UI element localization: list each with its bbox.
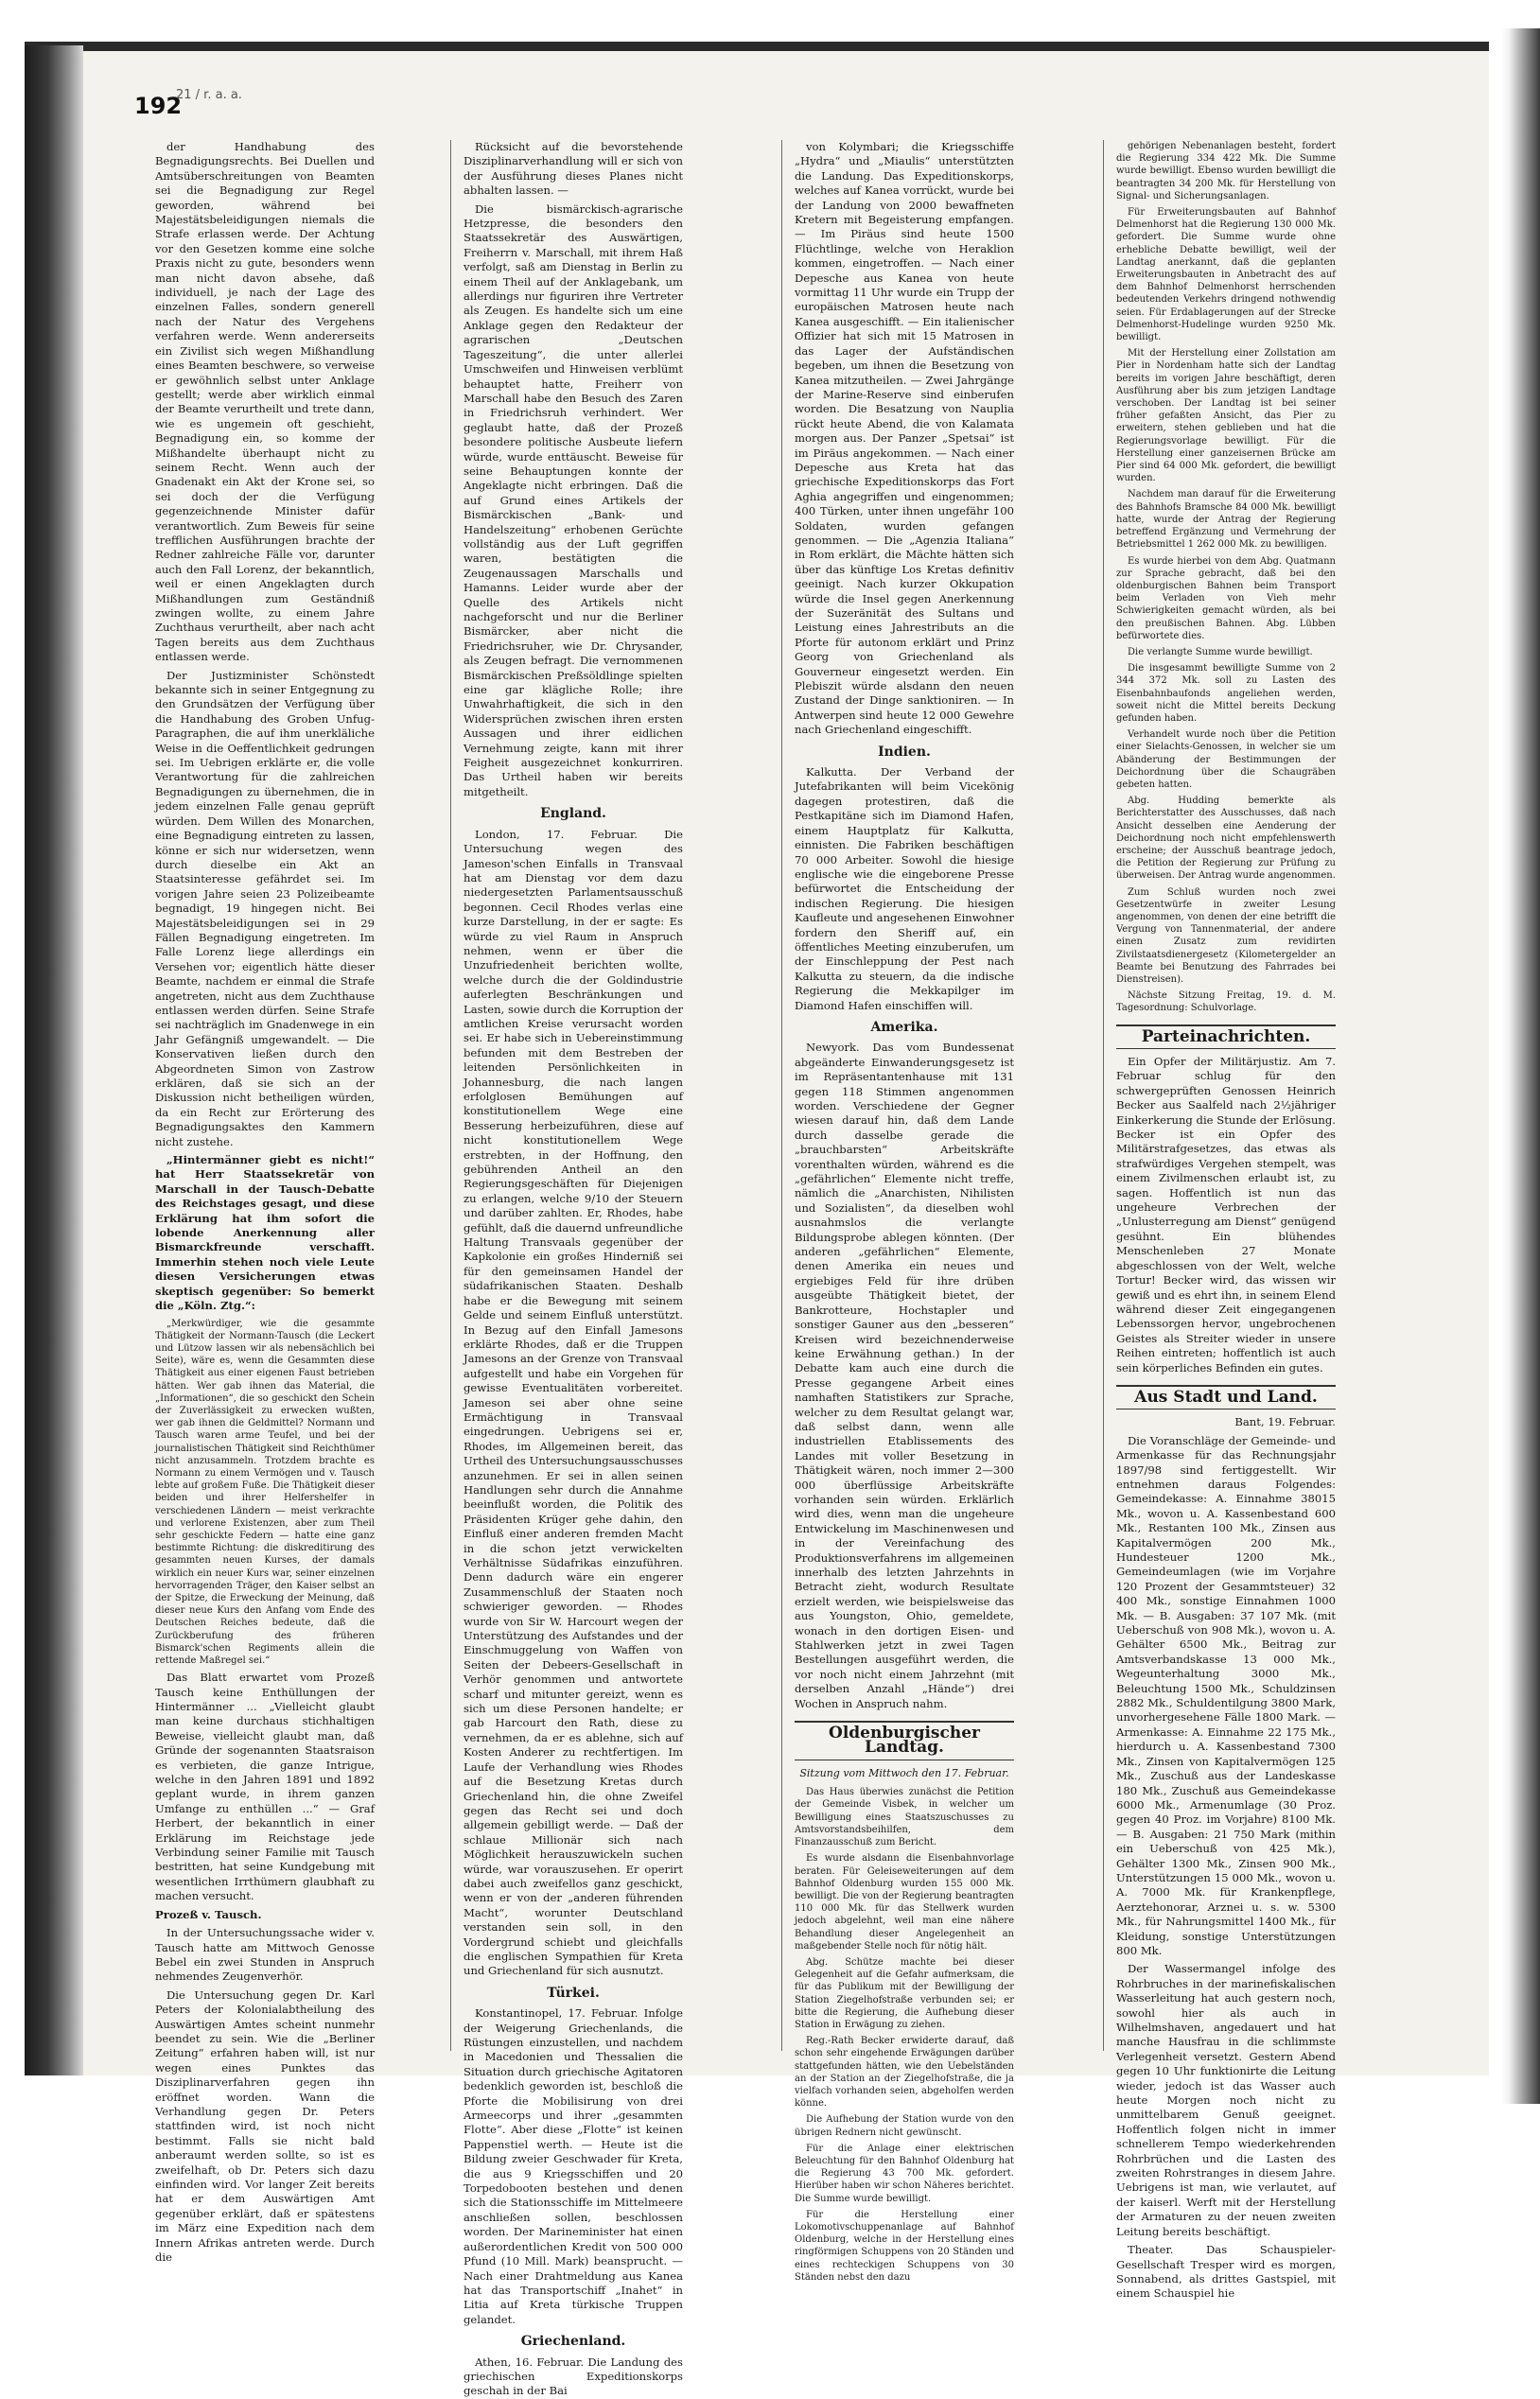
page-number: 192 xyxy=(134,93,183,119)
paragraph: Konstantinopel, 17. Februar. Infolge der Weigerung Griechenlands, die Rüstungen einzustellen, und nachdem in Macedonien und Thessalien die Situation durch griechische Agitatoren bedenklich geworden ist, beschloß die Pforte die Mobilisirung von drei Armeecorps und ihrer „gesammten Flotte“. Aber diese „Flotte“ ist keinen Pappenstiel werth. — Heute ist die Bildung zweier Geschwader für Kreta, die aus 9 Kriegsschiffen und 20 Torpedobooten bestehen und denen sich die Stationsschiffe im Mittelmeere anschließen sollen, beschlossen worden. Der Marineminister hat einen außerordentlichen Kredit von 500 000 Pfund (10 Mill. Mark) beansprucht. — Nach einer Drahtmeldung aus Kanea hat das Transportschiff „Inahet“ in Litia auf Kreta türkische Truppen gelandet. xyxy=(464,2006,683,2326)
paragraph: Die Untersuchung gegen Dr. Karl Peters der Kolonialabtheilung des Auswärtigen Amtes scheint nunmehr beendet zu sein. Wie die „Berliner Zeitung“ erfahren haben will, ist nur wegen eines Punktes das Disziplinarverfahren gegen ihn eröffnet worden. Wann die Verhandlung gegen Dr. Peters stattfinden wird, ist noch nicht bestimmt. Falls sie nicht bald anberaumt werden sollte, so ist es zweifelhaft, ob Dr. Peters sich dazu einfinden wird. Vor langer Zeit bereits hat er dem Auswärtigen Amt gegenüber erklärt, daß er spätestens im März eine Expedition nach dem Innern Afrikas antreten werde. Durch die xyxy=(155,1987,375,2265)
paragraph: Reg.-Rath Becker erwiderte darauf, daß schon sehr eingehende Erwägungen darüber stattgefunden hätten, wie den Uebelständen an der Station an der Ziegelhofstraße, die ja vielfach vorhanden seien, abgeholfen werden könne. xyxy=(795,2036,1014,2110)
paragraph: London, 17. Februar. Die Untersuchung wegen des Jameson'schen Einfalls in Transvaal hat am Dienstag vor dem dazu niedergesetzten Parlamentsausschuß begonnen. Cecil Rhodes verlas eine kurze Darstellung, in der er sagte: Es würde zu viel Raum in Anspruch nehmen, wenn er über die Unzufriedenheit berichten wollte, welche durch die der Goldindustrie auferlegten Beschränkungen und Lasten, sowie durch die Korruption der amtlichen Kreise verursacht worden sei. Er habe sich in Uebereinstimmung befunden mit dem Bestreben der leitenden Persönlichkeiten in Johannesburg, die nach langen erfolglosen Bemühungen auf konstitutionellem Wege eine Besserung herbeizuführen, diese auf nicht konstitutionellem Wege erstrebten, in der Hoffnung, den gebührenden Antheil an den Regierungsgeschäften für Diejenigen zu erlangen, welche 9/10 der Steuern und darüber zahlten. Er, Rhodes, habe gefühlt, daß die dauernd unfreundliche Haltung Transvaals gegenüber der Kapkolonie ein großes Hinderniß sei für den gemeinsamen Handel der südafrikanischen Staaten. Deshalb habe er die Bewegung mit seinem Gelde und seinem Einfluß unterstützt. In Bezug auf den Einfall Jamesons erklärte Rhodes, daß er die Truppen Jamesons an der Grenze von Transvaal aufgestellt und habe ein Vorgehen für gewisse Eventualitäten vorbereitet. Jameson sei aber ohne seine Ermächtigung in Transvaal eingedrungen. Uebrigens sei er, Rhodes, im Allgemeinen bereit, das Urtheil des Untersuchungsausschusses anzunehmen. Er sei in allen seinen Handlungen sehr durch die Annahme beeinflußt worden, die Politik des Präsidenten Krüger gehe dahin, den Einfluß einer anderen fremden Macht in die schon jetzt verwickelten Verhältnisse Südafrikas einzuführen. Denn dadurch wäre ein engerer Zusammenschluß der Staaten noch schwieriger geworden. — Rhodes wurde von Sir W. Harcourt wegen der Unterstützung des Aufstandes und der Einschmuggelung von Waffen von Seiten der Debeers-Gesellschaft in Verhör genommen und antwortete scharf und mitunter gereizt, wenn es sich um diese Personen handelte; er gab Harcourt den Rath, diese zu vernehmen, da er es ablehne, sich auf Kosten Anderer zu rechtfertigen. Im Laufe der Verhandlung wies Rhodes auf die Besetzung Kretas durch Griechenland hin, die ohne Zweifel gegen das Recht sei und doch allgemein gebilligt werde. — Daß der schlaue Millionär sich nach Möglichkeit herauszuwickeln suchen würde, war vorauszusehen. Er operirt dabei auch zweifellos ganz geschickt, wenn er von der „anderen führenden Macht“, worunter Deutschland verstanden sein soll, in den Vordergrund schiebt und gleichfalls die englischen Sympathien für Kreta und Griechenland für sich ausnutzt. xyxy=(464,827,683,1978)
dateline: Bant, 19. Februar. xyxy=(1234,1415,1336,1429)
paragraph: gehörigen Nebenanlagen besteht, fordert die Regierung 334 422 Mk. Die Summe wurde bewilligt. Ebenso wurden bewilligt die beantragten 34 200 Mk. für Herstellung von Signal- und Sicherungsanlagen. xyxy=(1116,141,1336,201)
section-heading: Amerika. xyxy=(870,1019,938,1035)
paragraph: Die insgesammt bewilligte Summe von 2 344 372 Mk. soll zu Lasten des Eisenbahnbaufonds angeliehen werden, soweit nicht die Mittel bereits Deckung gefunden haben. xyxy=(1116,663,1336,724)
paragraph: Abg. Schütze machte bei dieser Gelegenheit auf die Gefahr aufmerksam, die für das Publikum mit der Bewilligung der Station Ziegelhofstraße verbunden sei; er bitte die Regierung, die Aufhebung dieser Station in Erwägung zu ziehen. xyxy=(795,1956,1014,2030)
book-binding xyxy=(25,45,83,2075)
session-subtitle: Sitzung vom Mittwoch den 17. Februar. xyxy=(799,1766,1009,1779)
paragraph: In der Untersuchungssache wider v. Tausch hatte am Mittwoch Genosse Bebel ein zwei Stunden in Anspruch nehmendes Zeugenverhör. xyxy=(155,1926,375,1984)
column-rule xyxy=(781,140,782,2051)
paragraph: „Hintermänner giebt es nicht!“ hat Herr Staatssekretär von Marschall in der Tausch-Debatte des Reichstages gesagt, und diese Erklärung hat ihm sofort die lobende Anerkennung aller Bismarckfreunde verschafft. Immerhin stehen noch viele Leute diesen Versicherungen etwas skeptisch gegenüber: So bemerkt die „Köln. Ztg.“: xyxy=(155,1153,375,1313)
paragraph: Es wurde alsdann die Eisenbahnvorlage beraten. Für Geleiseweiterungen auf dem Bahnhof Oldenburg wurden 155 000 Mk. bewilligt. Die von der Regierung beantragten 110 000 Mk. für das Stellwerk wurden jedoch abgelehnt, weil man eine nähere Behandlung dieser Angelegenheit an maßgebender Stelle noch für nötig hält. xyxy=(795,1853,1014,1952)
paragraph: Kalkutta. Der Verband der Jutefabrikanten will beim Vicekönig dagegen protestiren, daß die Pestkapitäne sich im Diamond Hafen, einem Hauptplatz für Kalkutta, einnisten. Die Fabriken beschäftigen 70 000 Arbeiter. Sowohl die hiesige englische wie die eingeborene Presse befürwortet die Entscheidung der indischen Regierung. Die hiesigen Kaufleute und angesehenen Einwohner fordern den Sheriff auf, ein öffentliches Meeting einzuberufen, um der Einschleppung der Pest nach Kalkutta zu steuern, da die indische Regierung die Mekkapilger im Diamond Hafen einschiffen will. xyxy=(795,765,1014,1012)
paragraph: Die bismärckisch-agrarische Hetzpresse, die besonders den Staatssekretär des Auswärtigen, Freiherrn v. Marschall, mit ihrem Haß verfolgt, saß am Dienstag in Berlin zu einem Theil auf der Anklagebank, um allerdings nur figuriren ihre Vertreter als Zeugen. Es handelte sich um eine Anklage gegen den Redakteur der agrarischen „Deutschen Tageszeitung“, die unter allerlei Umschweifen und Hinweisen verblümt behauptet hatte, Freiherr von Marschall habe den Besuch des Zaren in Friedrichsruh verhindert. Wer geglaubt hatte, daß der Prozeß besondere politische Ausbeute liefern würde, wurde enttäuscht. Beweise für seine Behauptungen konnte der Angeklagte nicht erbringen. Daß die auf Grund eines Artikels der Bismärckischen „Bank- und Handelszeitung“ erhobenen Gerüchte vollständig aus der Luft gegriffen waren, bestätigten die Zeugenaussagen Marschalls und Hamanns. Leider wurde aber der Quelle des Artikels nicht nachgeforscht und nur die Berliner Bismärcker, aber nicht die Friedrichsruher, wie Dr. Chrysander, als Zeugen befragt. Die vernommenen Bismärckischen Preßsöldlinge spielten eine gar klägliche Rolle; ihre Unwahrhaftigkeit, die sich in den Widersprüchen zwischen ihren ersten Aussagen und ihrer eidlichen Vernehmung zeigte, kann mit ihrer Feigheit ausgezeichnet konkurriren. Das Urtheil haben wir bereits mitgetheilt. xyxy=(464,201,683,798)
paragraph: der Handhabung des Begnadigungsrechts. Bei Duellen und Amtsüberschreitungen von Beamten sei die Begnadigung zur Regel geworden, während bei Majestätsbeleidigungen niemals die Strafe erlassen werde. Der Achtung vor den Gesetzen komme eine solche Praxis nicht zu gute, besonders wenn man nicht davon absehe, daß individuell, je nach der Lage des einzelnen Falles, sondern generell nach der Natur des Vergehens verfahren werde. Wenn andererseits ein Zivilist sich wegen Mißhandlung eines Beamten beschwere, so verweise er gewöhnlich selbst unter Anklage gestellt; werde aber wirklich einmal der Beamte verurtheilt und trete dann, wie es ungemein oft geschieht, Begnadigung ein, so komme der Mißhandelte überhaupt nicht zu seinem Recht. Wenn auch der Gnadenakt ein Akt der Krone sei, so sei doch der die Verfügung gegenzeichnende Minister dafür verantwortlich. Zum Beweis für seine trefflichen Ausführungen brachte der Redner zahlreiche Fälle vor, darunter auch den Fall Lorenz, der bekanntlich, weil er einen Angeklagten durch Mißhandlungen zum Geständniß zwingen wollte, zu einem Jahre Zuchthaus verurtheilt, aber nach acht Tagen bereits aus dem Zuchthaus entlassen werde. xyxy=(155,140,375,664)
section-heading: England. xyxy=(540,806,606,822)
paragraph: Der Justizminister Schönstedt bekannte sich in seiner Entgegnung zu den Grundsätzen der Verfügung über die Handhabung des Groben Unfug-Paragraphen, die auf ihm unerkläliche Weise in die Oeffentlichkeit gedrungen sei. Im Uebrigen erklärte er, die volle Verantwortung für die zahlreichen Begnadigungen zu übernehmen, die in jedem einzelnen Falle genau geprüft würden. Dem Willen des Monarchen, eine Begnadigung eintreten zu lassen, könne er sich nur widersetzen, wenn durch dieselbe ein Akt an Staatsinteresse gefährdet sei. Im vorigen Jahre seien 23 Polizeibeamte begnadigt, 19 hingegen nicht. Bei Majestätsbeleidigungen sei in 29 Fällen Begnadigung eingetreten. Im Falle Lorenz liege allerdings ein Versehen vor; eigentlich hätte dieser Beamte, nachdem er einmal die Strafe angetreten, nicht aus dem Zuchthause entlassen werden dürfen. Seine Strafe sei nachträglich im Gnadenwege in ein Jahr Gefängniß umgewandelt. — Die Konservativen ließen durch den Abgeordneten Simon von Zastrow erklären, daß sie sich an der Diskussion nicht betheiligen würden, da ein Recht zur Erörterung des Begnadigungsaktes den Kammern nicht zustehe. xyxy=(155,668,375,1148)
paragraph: Zum Schluß wurden noch zwei Gesetzentwürfe in zweiter Lesung angenommen, von denen der eine betrifft die Vergung von Tannenmaterial, der andere einen Zusatz zum revidirten Zivilstaatsdienergesetz (Kilometergelder an Beamte bei Benutzung des Fahrrades bei Dienstreisen). xyxy=(1116,886,1336,985)
paragraph: von Kolymbari; die Kriegsschiffe „Hydra“ und „Miaulis“ unterstützten die Landung. Das Expeditionskorps, welches auf Kanea vorrückt, wurde bei der Landung von 2000 bewaffneten Kretern mit Begeisterung empfangen. — Im Piräus sind heute 1500 Flüchtlinge, welche von Heraklion kommen, eingetroffen. — Nach einer Depesche aus Kanea von heute vormittag 11 Uhr wurde ein Trupp der europäischen Matrosen heute nach Kanea ausgeschifft. — Ein italienischer Offizier hat sich mit 15 Matrosen in das Lager der Aufständischen begeben, um ihnen die Besetzung von Kanea mitzutheilen. — Zwei Jahrgänge der Marine-Reserve sind einberufen worden. Die Besatzung von Nauplia rückt heute Abend, die von Kalamata morgen aus. Der Panzer „Spetsai“ ist im Piräus angekommen. — Nach einer Depesche aus Kreta hat das griechische Expeditionskorps das Fort Aghia angegriffen und eingenommen; 400 Türken, unter ihnen ungefähr 100 Soldaten, wurden gefangen genommen. — Die „Agenzia Italiana“ in Rom erklärt, die Mächte hätten sich über das künftige Los Kretas definitiv geeinigt. Nach kurzer Okkupation würde die Insel gegen Anerkennung der Suzeränität des Sultans und Leistung eines Jahrestributs an die Pforte für autonom erklärt und Prinz Georg von Griechenland als Gouverneur eingesetzt werden. Ein Plebiszit würde alsdann den neuen Zustand der Dinge sanktioniren. — In Antwerpen sind heute 12 000 Gewehre nach Griechenland eingeschifft. xyxy=(795,140,1014,737)
column-2 xyxy=(464,140,683,2398)
section-heading: Türkei. xyxy=(547,1985,600,2001)
paragraph: Verhandelt wurde noch über die Petition einer Sielachts-Genossen, in welcher sie um Abänderung der Bestimmungen der Deichordnung über die Schaugräben gebeten hatten. xyxy=(1116,729,1336,790)
section-heading: Oldenburgischer Landtag. xyxy=(795,1721,1014,1760)
paragraph: Das Blatt erwartet vom Prozeß Tausch keine Enthüllungen der Hintermänner ... „Vielleicht glaubt man keine durchaus stichhaltigen Beweise, vielleicht glaubt man, daß Gründe der sogenannten Staatsraison es verbieten, die ganze Intrigue, welche in den Jahren 1891 und 1892 geplant wurde, in ihrem ganzen Umfange zu enthüllen ...“ — Graf Herbert, der bekanntlich in einer Erklärung im Reichstage jede Verbindung seiner Familie mit Tausch bestritten, hat seine Kundgebung mit wesentlichen Irrthümern glaubhaft zu machen versucht. xyxy=(155,1671,375,1903)
top-shadow-band xyxy=(25,42,1496,51)
paragraph: Es wurde hierbei von dem Abg. Quatmann zur Sprache gebracht, daß bei den oldenburgischen Bahnen beim Transport beim Verladen von Vieh mehr Schwierigkeiten gemacht würden, als bei den preußischen Bahnen. Abg. Lübben befürwortete dies. xyxy=(1116,555,1336,641)
column-rule xyxy=(450,140,451,2051)
paragraph: Nächste Sitzung Freitag, 19. d. M. Tagesordnung: Schulvorlage. xyxy=(1116,990,1336,1014)
paragraph: Abg. Hudding bemerkte als Berichterstatter des Ausschusses, daß nach Ansicht desselben eine Aenderung der Deichordnung noch nicht empfehlenswerth erscheine; der Ausschuß beantrage jedoch, die Petition der Regierung zur Prüfung zu überweisen. Der Antrag wurde angenommen. xyxy=(1116,796,1336,882)
paragraph: Der Wassermangel infolge des Rohrbruches in der marinefiskalischen Wasserleitung hat auch gestern noch, sowohl hier als auch in Wilhelmshaven, angedauert und hat manche Hausfrau in die schlimmste Verlegenheit versetzt. Gestern Abend gegen 10 Uhr funktionirte die Leitung wieder, jedoch ist das Wasser auch heute Morgen noch nicht zu unmittelbarem Genuß geeignet. Hoffentlich folgen nicht in immer schnellerem Tempo wiederkehrenden Rohrbrüchen und die Lasten des zweiten Rohrstranges in diesem Jahre. Uebrigens ist man, wie verlautet, auf der kaiserl. Werft mit der Herstellung der Armaturen zu der neuen zweiten Leitung bereits beschäftigt. xyxy=(1116,1962,1336,2238)
section-heading: Parteinachrichten. xyxy=(1116,1024,1336,1049)
paragraph: Mit der Herstellung einer Zollstation am Pier in Nordenham hatte sich der Landtag bereits im vorigen Jahre beschäftigt, deren Ausführung aber bis zum jetzigen Landtage verschoben. Der Landtag ist bei seiner früher gefaßten Ansicht, das Pier zu erweitern, stehen geblieben und hat die Regierungsvorlage bewilligt. Für die Herstellung einer ganzeisernen Brücke am Pier sind 64 000 Mk. gefordert, die bewilligt wurden. xyxy=(1116,348,1336,484)
column-rule xyxy=(1103,140,1104,2051)
paragraph: Für Erweiterungsbauten auf Bahnhof Delmenhorst hat die Regierung 130 000 Mk. gefordert. Die Summe wurde ohne erhebliche Debatte bewilligt, weil der Landtag anerkannt, daß die geplanten Erweiterungsbauten in Anbetracht des auf dem Bahnhof Delmenhorst herrschenden bedeutenden Verkehrs dringend nothwendig seien. Für Erdablagerungen auf der Strecke Delmenhorst-Hudelinge wurden 9250 Mk. bewilligt. xyxy=(1116,207,1336,343)
paragraph: Das Haus überwies zunächst die Petition der Gemeinde Visbek, in welcher um Bewilligung eines Staatszuschusses zu Amtsvorstandsbeihilfen, dem Finanzausschuß zum Bericht. xyxy=(795,1787,1014,1848)
column-1 xyxy=(155,140,375,2265)
paragraph: Für die Anlage einer elektrischen Beleuchtung für den Bahnhof Oldenburg hat die Regierung 43 700 Mk. gefordert. Hierüber haben wir schon Näheres berichtet. Die Summe wurde bewilligt. xyxy=(795,2143,1014,2204)
paragraph: Nachdem man darauf für die Erweiterung des Bahnhofs Bramsche 84 000 Mk. bewilligt hatte, wurde der Antrag der Regierung betreffend Ergänzung und Vermehrung der Betriebsmittel 1 262 000 Mk. zu bewilligen. xyxy=(1116,489,1336,551)
paragraph: Ein Opfer der Militärjustiz. Am 7. Februar schlug für den schwergeprüften Genossen Heinrich Becker aus Saalfeld nach 2½jähriger Einkerkerung die Stunde der Erlösung. Becker ist ein Opfer des Militärstrafgesetzes, das etwas als strafwürdiges Vergehen stempelt, was einem Zivilmenschen erlaubt ist, zu sagen. Hoffentlich ist nun das ungeheure Verbrechen der „Unlusterregung am Dienst“ genügend gesühnt. Ein blühendes Menschenleben 27 Monate abgeschlossen von der Welt, welche Tortur! Becker wird, das wissen wir gewiß und es ehrt ihn, in seinem Elend während dieser Zeit eingegangenen Lebenssorgen hervor, ungebrochenen Geistes als Streiter wieder in unsere Reihen eintreten; hoffentlich ist auch sein körperliches Befinden ein gutes. xyxy=(1116,1055,1336,1375)
column-3 xyxy=(795,140,1014,2283)
paragraph: Newyork. Das vom Bundessenat abgeänderte Einwanderungsgesetz ist im Repräsentantenhause mit 131 gegen 118 Stimmen angenommen worden. Verschiedene der Gegner wiesen darauf hin, daß dem Lande durch dasselbe gerade die „brauchbarsten“ Arbeitskräfte vorenthalten würden, während es die „gefährlichen“ Elemente nicht treffe, nämlich die „Anarchisten, Nihilisten und Sozialisten“, da dieselben wohl ausnahmslos die verlangte Bildungsprobe ablegen könnten. (Der anderen „gefährlichen“ Elemente, denen Amerika ein neues und ergiebiges Feld für ihre drüben ausgeübte Thätigkeit bietet, der Bankrotteure, Hochstapler und sonstiger Gauner aus den „besseren“ Kreisen wird bezeichnenderweise keine Erwähnung gethan.) In der Debatte kam auch eine durch die Presse gegangene Arbeit eines namhaften Statistikers zur Sprache, welcher zu dem Resultat gelangt war, daß selbst dann, wenn alle industriellen Etablissements des Landes mit voller Besetzung in Thätigkeit wären, noch immer 2—300 000 überflüssige Arbeitskräfte vorhanden sein würden. Erklärlich wird dies, wenn man die ungeheure Entwickelung im Maschinenwesen und in der Vereinfachung des Produktionsverfahrens im allgemeinen innerhalb des letzten Jahrzehnts in Betracht zieht, wodurch Resultate erzielt werden, wie beispielsweise das aus Youngston, Ohio, gemeldete, wonach in den dortigen Eisen- und Stahlwerken jetzt in zwei Tagen Bestellungen ausgeführt werden, die vor noch nicht einem Jahrzehnt (mit derselben Anzahl „Hände“) drei Wochen in Anspruch nahm. xyxy=(795,1041,1014,1710)
paragraph: Die Voranschläge der Gemeinde- und Armenkasse für das Rechnungsjahr 1897/98 sind fertiggestellt. Wir entnehmen daraus Folgendes: Gemeindekasse: A. Einnahme 38015 Mk., wovon u. A. Kassenbestand 600 Mk., Restanten 100 Mk., Zinsen aus Kapitalvermögen 200 Mk., Hundesteuer 1200 Mk., Gemeindeumlagen (wie im Vorjahre 120 Prozent der Gesammtsteuer) 32 400 Mk., sonstige Einnahmen 1000 Mk. — B. Ausgaben: 37 107 Mk. (mit Ueberschuß von 908 Mk.), wovon u. A. Gehälter 6500 Mk., Beitrag zur Amtsverbandskasse 13 000 Mk., Wegeunterhaltung 3000 Mk., Beleuchtung 1500 Mk., Schuldzinsen 2882 Mk., Schuldentilgung 3800 Mark, unvorhergesehene Fälle 1800 Mark. — Armenkasse: A. Einnahme 22 175 Mk., hierdurch u. A. Kassenbestand 7300 Mk., Zinsen von Kapitalvermögen 125 Mk., Zuschuß aus der Landeskasse 180 Mk., Zuschuß aus Gemeindekasse 6000 Mk., Armenumlage (30 Proz. gegen 40 Proz. im Vorjahre) 8100 Mk. — B. Ausgaben: 21 750 Mark (mithin ein Ueberschuß von 425 Mk.), Gehälter 1300 Mk., Zinsen 900 Mk., Unterstützungen 15 000 Mk., wovon u. A. 7000 Mk. für Krankenpflege, Aerztehonorar, Arznei u. s. w. 5300 Mk., für Nahrungsmittel 1400 Mk., für Kleidung, sonstige Unterstützungen 800 Mk. xyxy=(1116,1433,1336,1957)
paragraph: Für die Herstellung einer Lokomotivschuppenanlage auf Bahnhof Oldenburg, welche in der Herstellung eines ringförmigen Schuppens von 20 Ständen und eines rechteckigen Schuppens von 30 Ständen nebst den dazu xyxy=(795,2209,1014,2283)
paragraph: Die verlangte Summe wurde bewilligt. xyxy=(1128,646,1313,657)
paragraph: Rücksicht auf die bevorstehende Disziplinarverhandlung will er sich von der Ausführung dieses Planes nicht abhalten lassen. — xyxy=(464,140,683,198)
paragraph: Die Aufhebung der Station wurde von den übrigen Rednern nicht gewünscht. xyxy=(795,2114,1014,2138)
section-heading: Indien. xyxy=(878,744,931,760)
paragraph: Athen, 16. Februar. Die Landung des griechischen Expeditionskorps geschah in der Bai xyxy=(464,2355,683,2398)
right-page-edge xyxy=(1489,28,1540,2104)
paragraph: Theater. Das Schauspieler-Gesellschaft Tresper wird es morgen, Sonnabend, als drittes Gastspiel, mit einem Schauspiel hie xyxy=(1116,2243,1336,2301)
column-4 xyxy=(1116,140,1336,2301)
handwritten-page-note: 21 / r. a. a. xyxy=(176,88,242,102)
section-heading: Aus Stadt und Land. xyxy=(1116,1385,1336,1410)
section-heading: Prozeß v. Tausch. xyxy=(155,1907,262,1921)
section-heading: Griechenland. xyxy=(520,2334,626,2350)
quotation: „Merkwürdiger, wie die gesammte Thätigkeit der Normann-Tausch (die Leckert und Lützow lassen wir als nebensächlich bei Seite), wäre es, wenn die Gesammten diese Thätigkeit aus einer eigenen Faust betrieben hätten. Wer gab ihnen das Material, die „Informationen“, die so geschickt den Schein der Zuverlässigkeit zu erwecken wußten, wer gab ihnen die Geldmittel? Normann und Tausch waren arme Teufel, und bei der journalistischen Thätigkeit sind Reichthümer nicht anzusammeln. Trotzdem brachte es Normann zu einem Vermögen und v. Tausch lebte auf großem Fuße. Die Thätigkeit dieser beiden und ihrer Helfershelfer in verschiedenen Ländern — meist verkrachte und verlorene Existenzen, aber zum Theil sehr geschickte Federn — hatte eine ganz bestimmte Richtung: die diskreditirung des gesammten neuen Kurses, der damals wirklich ein neuer Kurs war, seiner einzelnen hervorragenden Träger, den Kaiser selbst an der Spitze, die Erweckung der Meinung, daß dieser neue Kurs den Anfang vom Ende des Deutschen Reiches bedeute, daß die Zurückberufung des früheren Bismarck'schen Regiments allein die rettende Maßregel sei.“ xyxy=(155,1318,375,1666)
